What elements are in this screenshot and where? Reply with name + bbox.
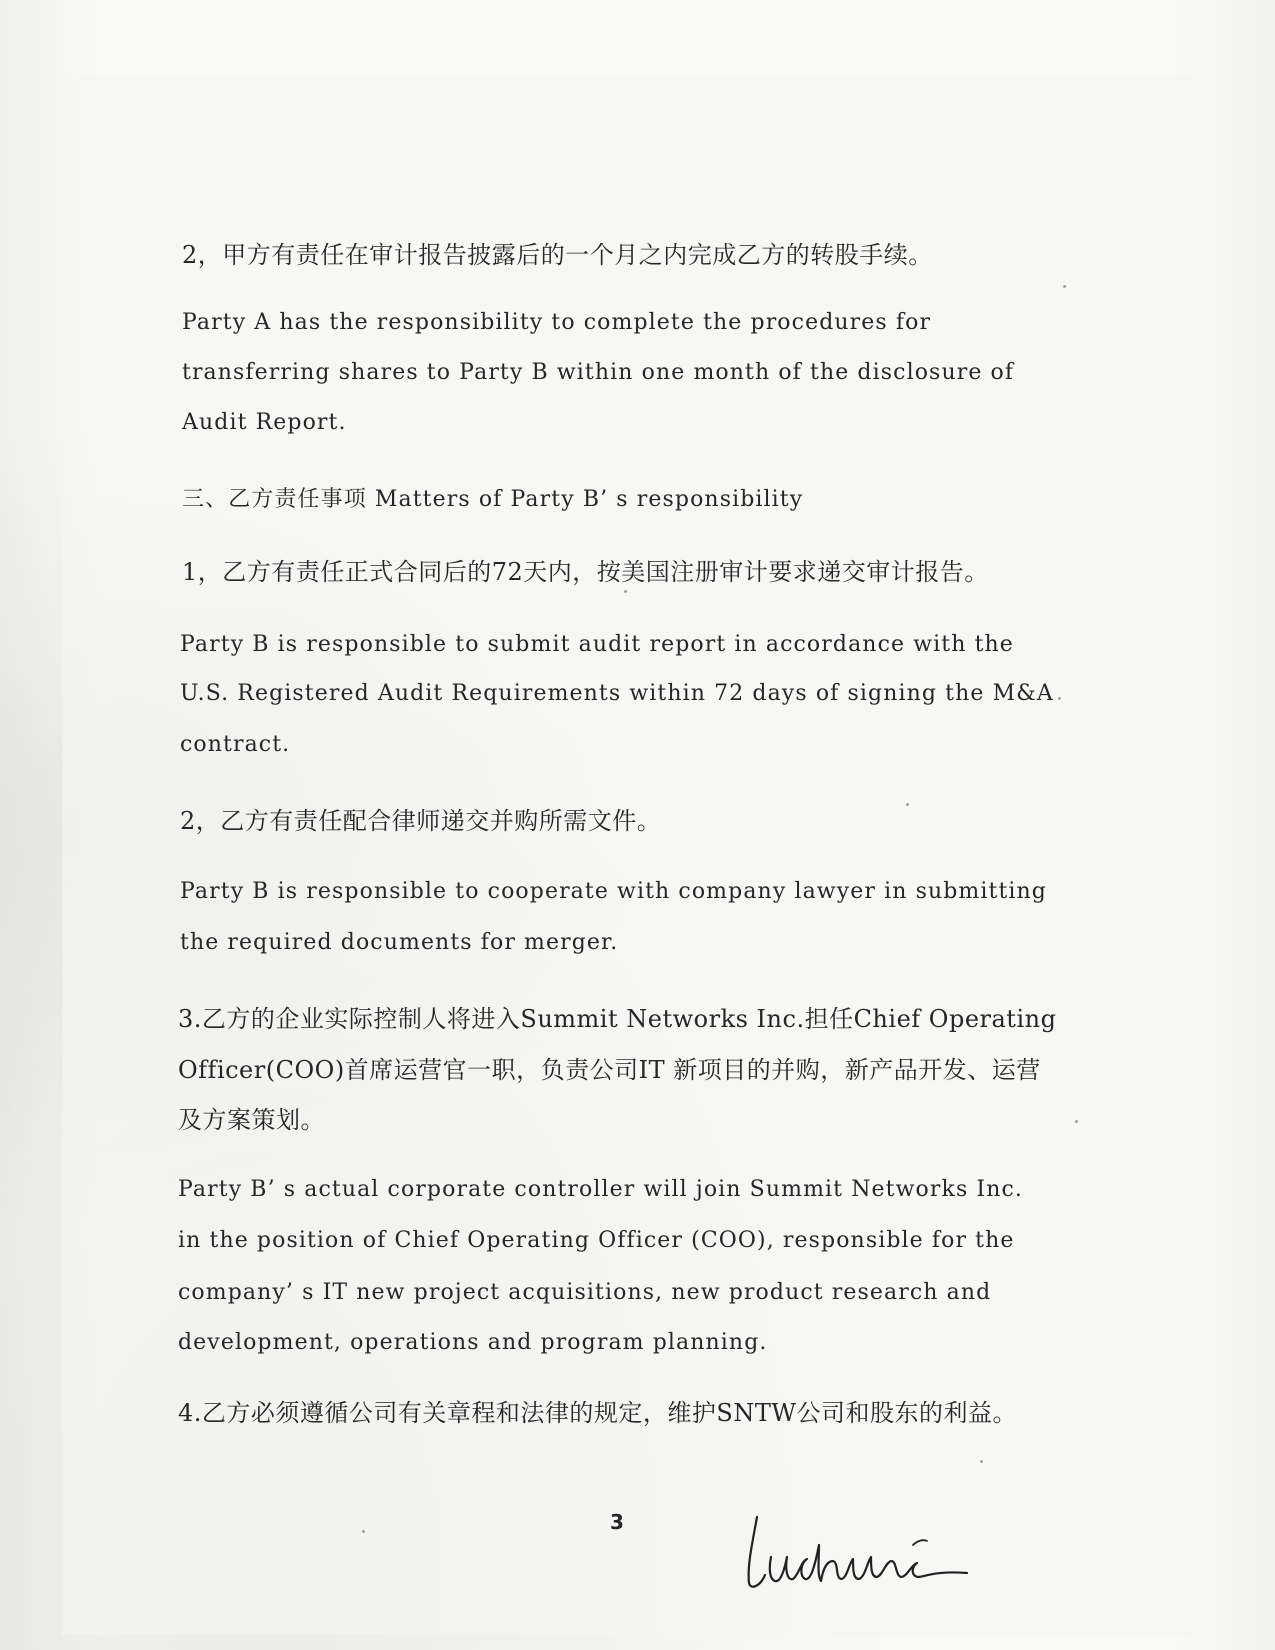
clause-b1-english-line-2: U.S. Registered Audit Requirements within 72 days of signing the M&A <box>180 681 1054 706</box>
speck <box>1058 697 1061 700</box>
section-heading-party-b: 三、乙方责任事项 Matters of Party B’ s responsibility <box>182 487 804 512</box>
speck <box>362 1530 365 1533</box>
clause-a2-english-line-3: Audit Report. <box>182 410 347 435</box>
clause-a2-english-line-2: transferring shares to Party B within one month of the disclosure of <box>182 360 1015 385</box>
clause-b3-chinese-line-2: Officer(COO)首席运营官一职，负责公司IT 新项目的并购，新产品开发、运营 <box>178 1056 1041 1084</box>
speck <box>624 590 627 593</box>
clause-a2-chinese: 2，甲方有责任在审计报告披露后的一个月之内完成乙方的转股手续。 <box>182 241 933 269</box>
clause-b3-english-line-3: company’ s IT new project acquisitions, new product research and <box>178 1280 992 1305</box>
clause-b4-chinese: 4.乙方必须遵循公司有关章程和法律的规定，维护SNTW公司和股东的利益。 <box>178 1399 1018 1427</box>
clause-b3-english-line-1: Party B’ s actual corporate controller will join Summit Networks Inc. <box>178 1177 1023 1202</box>
handwritten-signature <box>735 1505 975 1595</box>
clause-b2-english-line-1: Party B is responsible to cooperate with company lawyer in submitting <box>180 879 1047 904</box>
speck <box>980 1460 983 1463</box>
clause-b2-english-line-2: the required documents for merger. <box>180 930 619 955</box>
clause-b1-english-line-1: Party B is responsible to submit audit report in accordance with the <box>180 632 1014 657</box>
speck <box>1063 285 1066 288</box>
clause-b3-chinese-line-3: 及方案策划。 <box>178 1106 325 1134</box>
clause-b3-chinese-line-1: 3.乙方的企业实际控制人将进入Summit Networks Inc.担任Chief Operating <box>178 1005 1057 1033</box>
clause-b3-english-line-2: in the position of Chief Operating Officer (COO), responsible for the <box>178 1228 1015 1253</box>
clause-b1-chinese: 1，乙方有责任正式合同后的72天内，按美国注册审计要求递交审计报告。 <box>182 558 989 586</box>
speck <box>1075 1120 1078 1123</box>
clause-a2-english-line-1: Party A has the responsibility to complete the procedures for <box>182 310 932 335</box>
clause-b1-english-line-3: contract. <box>180 732 291 757</box>
clause-b2-chinese: 2，乙方有责任配合律师递交并购所需文件。 <box>180 807 662 835</box>
page-number: 3 <box>610 1510 624 1534</box>
speck <box>906 803 909 806</box>
clause-b3-english-line-4: development, operations and program planning. <box>178 1330 768 1355</box>
